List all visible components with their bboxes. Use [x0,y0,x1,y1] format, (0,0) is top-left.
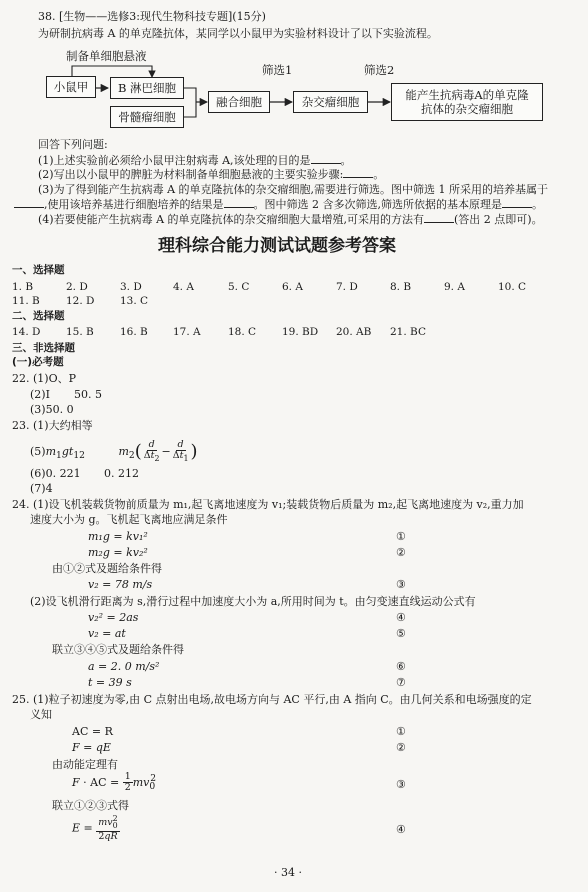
flow-screen1-label: 筛选1 [262,63,293,77]
a24-eq4: v₂² = 2as [88,611,139,624]
a24-eq6: a = 2. 0 m/s² [88,660,160,673]
mc-answer-18: 18. C [228,326,257,338]
eq-number-6: ⑥ [396,660,406,673]
q38-answer-prompt: 回答下列问题: [38,138,108,151]
fraction: $\frac{d}{\Delta t_1}$ [172,439,189,464]
mc-answer-4: 4. A [173,281,194,293]
eq-number-2: ② [396,546,406,559]
answer-blank [343,168,373,178]
q38-header: 38. [生物——选修3:现代生物科技专题](15分) [38,10,266,23]
q38-q1: (1)上述实验前必须给小鼠甲注射病毒 A,该处理的目的是 。 [38,154,352,167]
section-required: (一)必考题 [12,356,64,368]
eq-number-1: ① [396,530,406,543]
a24-eq5: v₂ = at [88,627,126,640]
mc-answer-6: 6. A [282,281,303,293]
a25-eq1: AC = R [72,725,113,738]
q38-q4 [38,213,543,226]
fraction: $\frac{mv_0^2}{2qR}$ [98,814,118,842]
a24-line2: 速度大小为 g。飞机起飞离地应满足条件 [30,513,228,526]
mc-answer-7: 7. D [336,281,358,293]
q38-q3b: ,使用该培养基进行细胞培养的结果是 。图中筛选 2 含多次筛选,筛选所依据的基本原理是 。 [14,198,543,211]
eq-number-3: ③ [396,578,406,591]
mc-answer-15: 15. B [66,326,94,338]
eq-number-4: ④ [396,823,406,836]
eq-number-5: ⑤ [396,627,406,640]
answer-blank [311,154,341,164]
a24-eq1: m₁g = kv₁² [88,530,148,543]
section-choice-1: 一、选择题 [12,264,65,276]
q38-q2: (2)写出以小鼠甲的脾脏为材料制备单细胞悬液的主要实验步骤: 。 [38,168,385,181]
q38-q3b-text-a: ,使用该培养基进行细胞培养的结果是 [44,198,224,211]
mc-answer-10: 10. C [498,281,527,293]
q38-q4-tail: (答出 2 点即可)。 [454,213,543,226]
q38-q1-text: (1)上述实验前必须给小鼠甲注射病毒 A,该处理的目的是 [38,154,311,167]
mc-answer-16: 16. B [120,326,148,338]
mc-answer-2: 2. D [66,281,88,293]
section-non-choice: 三、非选择题 [12,342,75,354]
answer-blank [502,198,532,208]
mc-answer-17: 17. A [173,326,201,338]
q38-q4-text: (4)若要使能产生抗病毒 A 的单克隆抗体的杂交瘤细胞大量增殖,可采用的方法有 [38,213,425,226]
mc-answer-9: 9. A [444,281,465,293]
a24-eq2: m₂g = kv₂² [88,546,148,559]
flow-hybrid-box: 杂交瘤细胞 [293,91,368,113]
eq-number-4: ④ [396,611,406,624]
a22-line3: (3)50. 0 [30,403,74,416]
a24-line1: 24. (1)设飞机装载货物前质量为 m₁,起飞离地速度为 v₁;装载货物后质量为 m₂,起飞离地速度为 v₂,重力加 [12,498,524,511]
mc-answer-11: 11. B [12,295,40,307]
a24-line4: (2)设飞机滑行距离为 s,滑行过程中加速度大小为 a,所用时间为 t。由匀变速直线运动公式有 [30,595,476,608]
a23-line2-label: (5) [30,445,46,459]
mc-answer-21: 21. BC [390,326,426,338]
a23-line4: (7)4 [30,482,53,495]
a25-line4: 联立①②③式得 [52,799,129,812]
a25-line3: 由动能定理有 [52,758,118,771]
eq-number-2: ② [396,741,406,754]
page-title: 理科综合能力测试试题参考答案 [158,236,396,256]
a23-line2: $(5)m_1gt_{12}$ $m_2$( $\frac{d}{\Delta t_2}$ − $\frac{d}{\Delta t_1}$ ) [30,439,198,464]
mc-answer-14: 14. D [12,326,41,338]
mc-answer-1: 1. B [12,281,34,293]
a25-line2: 义知 [30,708,52,721]
a22-line1: 22. (1)O、P [12,372,76,385]
flow-screen2-label: 筛选2 [364,63,395,77]
a22-line2a: (2)I [30,388,50,401]
mc-answer-19: 19. BD [282,326,319,338]
fraction: $\frac{d}{\Delta t_2}$ [143,439,160,464]
mc-answer-13: 13. C [120,295,149,307]
flow-myeloma-box: 骨髓瘤细胞 [110,106,184,128]
flow-final-line1: 能产生抗病毒A的单克隆 [405,87,529,102]
q38-q2-text: (2)写出以小鼠甲的脾脏为材料制备单细胞悬液的主要实验步骤: [38,168,344,181]
flow-final-box [391,83,543,121]
eq-number-1: ① [396,725,406,738]
flow-mouse-box: 小鼠甲 [46,76,96,98]
q38-intro: 为研制抗病毒 A 的单克隆抗体，某同学以小鼠甲为实验材料设计了以下实验流程。 [38,27,438,40]
flow-top-label: 制备单细胞悬液 [66,49,147,63]
answer-blank [424,213,454,223]
answer-blank [14,198,44,208]
flow-fusion-box: 融合细胞 [208,91,270,113]
eq-number-3: ③ [396,778,406,791]
a25-eq3: F · AC = $\frac{1}{2}$ $mv_0^2$ [72,771,157,794]
a24-line3: 由①②式及题给条件得 [52,562,162,575]
eq-number-7: ⑦ [396,676,406,689]
q38-q3a: (3)为了得到能产生抗病毒 A 的单克隆抗体的杂交瘤细胞,需要进行筛选。图中筛选 1 所采用的培养基属于 [38,183,549,196]
mc-answer-8: 8. B [390,281,412,293]
a25-eq4: E = $\frac{mv_0^2}{2qR}$ [72,814,118,842]
a25-eq2: F = qE [72,741,111,754]
page-number: · 34 · [274,866,302,879]
a25-line1: 25. (1)粒子初速度为零,由 C 点射出电场,故电场方向与 AC 平行,由 A 指向 C。由几何关系和电场强度的定 [12,693,532,706]
section-choice-2: 二、选择题 [12,310,65,322]
mc-answer-3: 3. D [120,281,142,293]
mc-answer-12: 12. D [66,295,95,307]
a22-line2b: 50. 5 [74,388,102,401]
a23-line3b: 0. 212 [104,467,139,480]
q38-q3b-text-b: 。图中筛选 2 含多次筛选,筛选所依据的基本原理是 [253,198,502,211]
flow-b-cell-box: B 淋巴细胞 [110,77,184,99]
a24-eq3: v₂ = 78 m/s [88,578,153,591]
a23-line3a: (6)0. 221 [30,467,81,480]
a24-line5: 联立③④⑤式及题给条件得 [52,643,184,656]
mc-answer-20: 20. AB [336,326,372,338]
mc-answer-5: 5. C [228,281,250,293]
a23-line1: 23. (1)大约相等 [12,419,93,432]
answer-blank [224,198,254,208]
fraction: $\frac{1}{2}$ [124,771,131,794]
a24-eq7: t = 39 s [88,676,132,689]
flow-final-line2: 抗体的杂交瘤细胞 [421,102,513,116]
